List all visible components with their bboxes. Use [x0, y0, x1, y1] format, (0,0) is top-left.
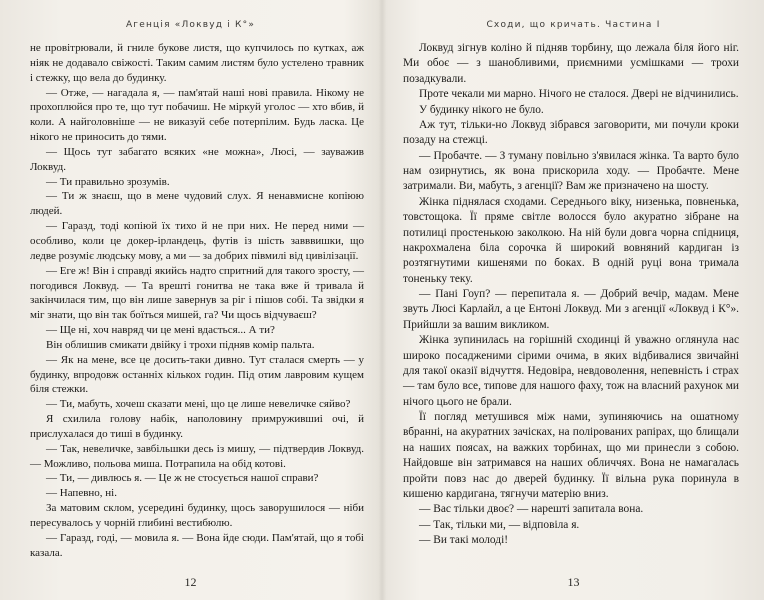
- paragraph: — Ти правильно зрозумів.: [46, 175, 170, 188]
- paragraph: — Напевно, ні.: [46, 487, 117, 500]
- paragraph: — Гаразд, годі, — мовила я. — Вона йде сюди. Пам'ятай, що я тобі казала.: [30, 531, 364, 559]
- paragraph: не провітрювали, й гниле букове листя, що купчилось по кутках, аж ніяк не додавало свіжості. Таким самим листям було устелено травник і стежку, що вела до будинку.: [30, 42, 364, 84]
- paragraph: — Як на мене, все це досить-таки дивно. Тут сталася смерть — у будинку, впродовж останніх кількох годин. Під отим лавровим кущем біля стежки.: [30, 353, 364, 396]
- paragraph: — Ще ні, хоч навряд чи це мені вдасться... А ти?: [46, 324, 275, 337]
- right-page-text: [403, 41, 739, 548]
- paragraph: Жінка піднялася сходами. Середнього віку, низенька, повненька, товстощока. Її пряме світле волосся було акуратно зібране на потилиці простенькою заколкою. На ній були довга чорна спідниця, накрохмалена біла сорочка й широкий вовняний кардиган із розтягнутими кишенями по боках. В одній руці вона тримала тоненьку теку.: [403, 195, 739, 285]
- paragraph: Він облишив смикати двійку і трохи підняв комір пальта.: [46, 338, 315, 351]
- left-page-text: [30, 41, 364, 561]
- paragraph: Її погляд метушився між нами, зупиняючись на ошатному вбранні, на акуратних зачісках, на полірованих рапірах, що блищали на наших поясах, на важких торбинах, що ми принесли з собою. Найдовше він затримався на наших обличчях. Вона не намагалась пройти повз нас до дверей будинку. Її вільна рука поринула в кишеню кардигана, тягнучи матерію вниз.: [403, 411, 739, 500]
- paragraph: — Так, невеличке, завбільшки десь із мишу, — підтвердив Локвуд. — Можливо, польова миша. Потрапила на обід котові.: [30, 442, 364, 470]
- paragraph: — Ти, — дивлюсь я. — Це ж не стосується нашої справи?: [46, 472, 319, 485]
- paragraph: Я схилила голову набік, наполовину примружившиі очі, й прислухалася до тиші в будинку.: [30, 413, 364, 440]
- paragraph: — Ти, мабуть, хочеш сказати мені, що це лише невеличке сяйво?: [46, 398, 351, 411]
- left-page-number: 12: [184, 575, 197, 589]
- paragraph: — Гаразд, тоді копіюй їх тихо й не при них. Не перед ними — особливо, коли це докер-ірландець, футів із шість завввишки, що ледве розуміє людську мову, а ми — за добрих півмилі від цивілізації.: [30, 220, 364, 262]
- right-page-number: 13: [567, 575, 580, 589]
- paragraph: У будинку нікого не було.: [419, 103, 544, 116]
- paragraph: За матовим склом, усередині будинку, щось заворушилося — ніби пересувалось у чорній глибині вестибюлю.: [30, 502, 364, 529]
- paragraph: — Ви такі молоді!: [419, 534, 509, 546]
- paragraph: Проте чекали ми марно. Нічого не сталося. Двері не відчинились.: [419, 88, 739, 101]
- paragraph: Жінка зупинилась на горішній сходинці й уважно оглянула нас широко посадженими сірими очима, в яких відбивалися звичайні для такої оказії відчуття. Недовіра, невдоволення, непевність і страх — там було все, типове для нашого фаху, тож на власний рахунок ми нічого цього не брали.: [403, 334, 739, 408]
- right-running-head: Сходи, що кричать. Частина І: [486, 20, 661, 30]
- paragraph: — Щось тут забагато всяких «не можна», Люсі, — зауважив Локвуд.: [30, 145, 364, 173]
- paragraph: — Еге ж! Він і справді якийсь надто спритний для такого зросту, — погодився Локвуд. — Та врешті гонитва не така вже й тривала й закінчилася тим, що він лише завернув за ріг і пішов собі. Та звідки я міг знати, що він так боїться мишей, га? Чи щось відчуваєш?: [30, 264, 364, 322]
- paragraph: — Ти ж знаєш, що в мене чудовий слух. Я ненавмисне копіюю людей.: [30, 190, 364, 218]
- paragraph: — Отже, — нагадала я, — пам'ятай наші нові правила. Нікому не прохоплюйся про те, що тут побачиш. Не мiркуй уголос — хто вбив, й коли. А найголовніше — не виказуй себе потерпілим. Будь ласка. Це нікого не приносить до тями.: [30, 86, 364, 144]
- paragraph: — Вас тільки двоє? — нарешті запитала вона.: [419, 503, 644, 516]
- right-page: [383, 0, 764, 600]
- paragraph: Аж тут, тільки-но Локвуд зібрався заговорити, ми почули кроки позаду на стежці.: [403, 118, 739, 147]
- paragraph: — Так, тільки ми, — відповіла я.: [419, 518, 580, 531]
- paragraph: — Пробачте. — З туману повільно з'явилася жінка. Та варто було нам озирнутись, як вона прискорила ходу. — Пробачте. Мене затримали. Ви, мабуть, з агенції? Вам же призначено на шосту.: [403, 149, 739, 193]
- left-running-head: Агенція «Локвуд і К°»: [125, 20, 256, 30]
- paragraph: Локвуд зігнув коліно й підняв торбину, що лежала біля його ніг. Ми обоє — з шанобливими, приємними усмішками — трохи позадкували.: [403, 42, 739, 85]
- left-page: [0, 0, 381, 600]
- paragraph: — Пані Гоуп? — перепитала я. — Добрий вечір, мадам. Мене звуть Люсі Карлайл, а це Ентоні Локвуд. Ми з агенції «Локвуд і К°». Прийшли за вашим викликом.: [403, 288, 739, 331]
